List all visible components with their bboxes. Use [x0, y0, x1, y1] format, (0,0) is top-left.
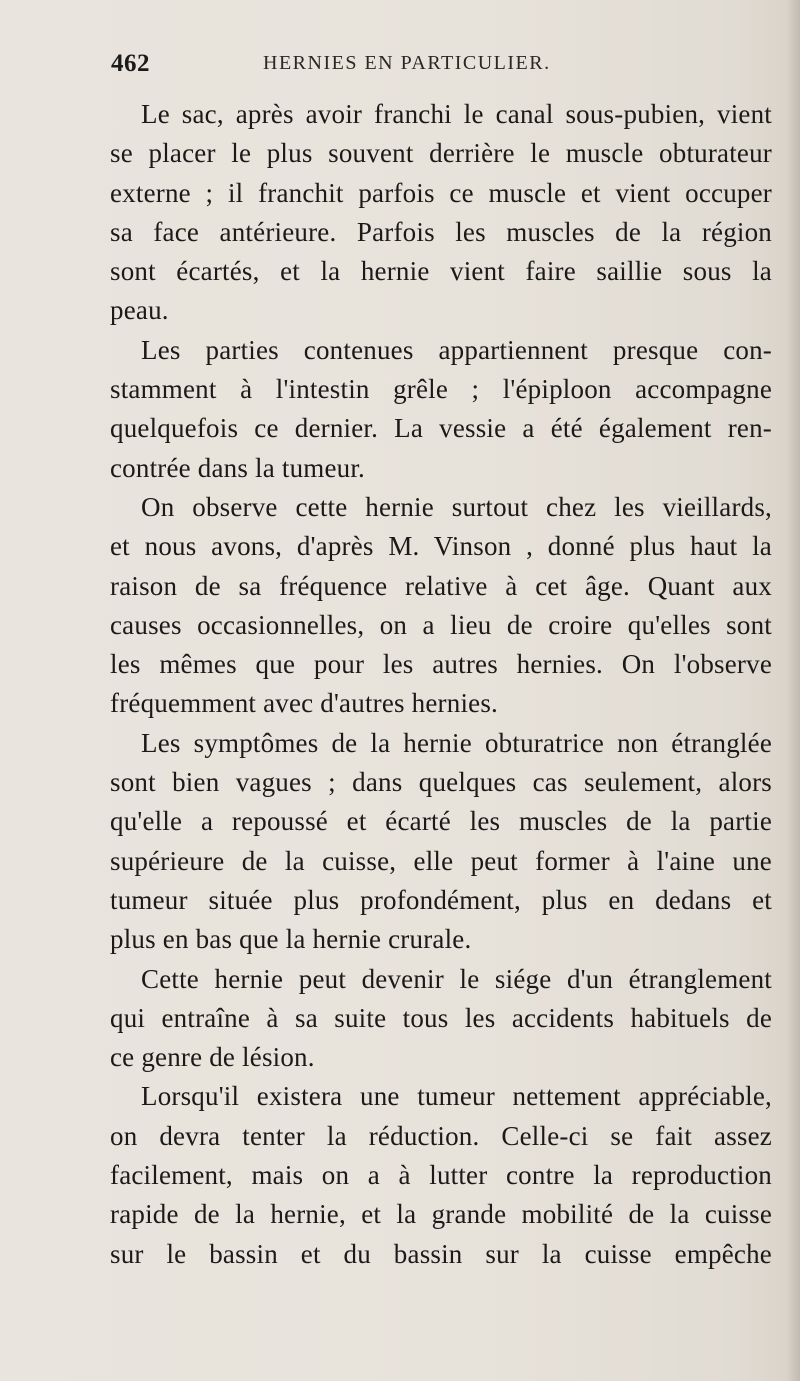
text-line: sont écartés, et la hernie vient faire saillie sous la [110, 256, 772, 287]
text-line: On observe cette hernie surtout chez les vieillards, [141, 491, 772, 522]
text-line: Les parties contenues appartiennent presque con- [141, 334, 772, 365]
text-line: plus en bas que la hernie crurale. [110, 924, 472, 955]
text-line: rapide de la hernie, et la grande mobilité de la cuisse [110, 1199, 772, 1230]
text-line: ce genre de lésion. [110, 1042, 315, 1073]
text-line: supérieure de la cuisse, elle peut former à l'aine une [110, 845, 772, 876]
body-text [110, 95, 772, 1274]
text-line: peau. [110, 295, 169, 326]
text-line: les mêmes que pour les autres hernies. On l'observe [110, 649, 772, 680]
text-line: on devra tenter la réduction. Celle-ci se fait assez [110, 1120, 772, 1151]
text-line: sa face antérieure. Parfois les muscles de la région [110, 216, 772, 247]
text-line: Les symptômes de la hernie obturatrice non étranglée [141, 727, 772, 758]
text-line: sont bien vagues ; dans quelques cas seulement, alors [110, 767, 772, 798]
text-line: qu'elle a repoussé et écarté les muscles de la partie [110, 806, 772, 837]
text-line: se placer le plus souvent derrière le muscle obturateur [110, 138, 772, 169]
running-title: HERNIES EN PARTICULIER. [263, 52, 551, 74]
text-line: Le sac, après avoir franchi le canal sous-pubien, vient [141, 99, 772, 129]
text-line: stamment à l'intestin grêle ; l'épiploon accompagne [110, 374, 772, 405]
text-line: tumeur située plus profondément, plus en dedans et [110, 884, 772, 915]
text-line: facilement, mais on a à lutter contre la reproduction [110, 1160, 772, 1191]
text-line: Cette hernie peut devenir le siége d'un étranglement [141, 963, 772, 994]
text-line: sur le bassin et du bassin sur la cuisse empêche [110, 1238, 772, 1269]
running-head [111, 50, 711, 90]
text-line: causes occasionnelles, on a lieu de croire qu'elles sont [110, 609, 772, 640]
text-line: Lorsqu'il existera une tumeur nettement appréciable, [141, 1081, 772, 1112]
page-edge-shadow [786, 0, 800, 1381]
text-line: contrée dans la tumeur. [110, 452, 366, 483]
page-number: 462 [111, 50, 150, 77]
text-line: et nous avons, d'après M. Vinson , donné plus haut la [110, 531, 772, 562]
text-line: qui entraîne à sa suite tous les accidents habituels de [110, 1002, 772, 1033]
text-line: quelquefois ce dernier. La vessie a été également ren- [110, 413, 772, 444]
text-line: externe ; il franchit parfois ce muscle et vient occuper [110, 177, 772, 208]
text-line: fréquemment avec d'autres hernies. [110, 688, 498, 719]
text-line: raison de sa fréquence relative à cet âge. Quant aux [110, 570, 772, 601]
